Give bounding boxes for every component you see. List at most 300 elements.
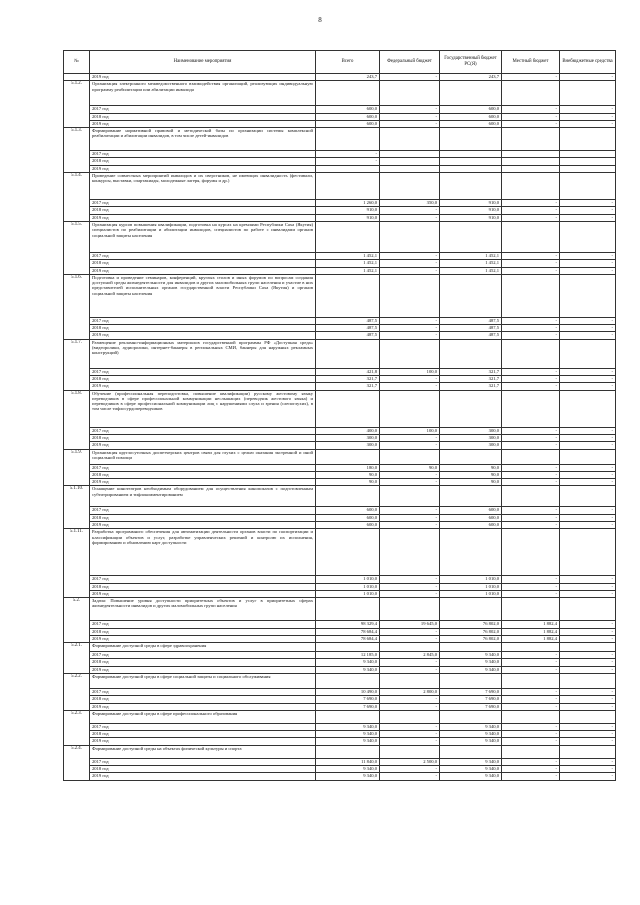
measure-row bbox=[64, 643, 616, 652]
empty-cell bbox=[316, 643, 380, 652]
value-extra: - bbox=[560, 766, 616, 773]
value-extra: - bbox=[560, 507, 616, 514]
value-federal: - bbox=[380, 703, 440, 710]
year-label: 2017 год bbox=[90, 464, 316, 471]
year-label: 2019 год bbox=[90, 773, 316, 780]
empty-cell bbox=[380, 173, 440, 200]
value-total: 910,0 bbox=[316, 214, 380, 221]
value-federal: - bbox=[380, 522, 440, 529]
measure-name: Формирование нормативной правовой и методической базы по организации системы комплексной реабилитации и абилитации инвалидов, в том числе детей-инвалидов bbox=[90, 128, 316, 151]
year-row bbox=[64, 74, 616, 81]
value-state: 600,0 bbox=[440, 507, 502, 514]
value-total: 321,7 bbox=[316, 376, 380, 383]
value-state: 300,0 bbox=[440, 427, 502, 434]
col-name-header: Наименование мероприятия bbox=[90, 51, 316, 74]
measure-name: Размещение рекламно-информационных материалов государственной программы РФ «Доступная среда» (видеоролики, аудиоролики, интернет-баннеры в региональных СМИ, баннеры для наружных рекламных конструкций) bbox=[90, 339, 316, 368]
value-local: 1 882,4 bbox=[502, 635, 560, 642]
empty-cell bbox=[440, 339, 502, 368]
value-state: 1 452,1 bbox=[440, 267, 502, 274]
year-label: 2019 год bbox=[90, 74, 316, 81]
value-local: - bbox=[502, 766, 560, 773]
empty-cell bbox=[560, 274, 616, 317]
value-extra: - bbox=[560, 635, 616, 642]
value-local: - bbox=[502, 652, 560, 659]
value-local: - bbox=[502, 471, 560, 478]
year-label: 2017 год bbox=[90, 723, 316, 730]
year-label: 2017 год bbox=[90, 151, 316, 158]
value-federal: 2 800,0 bbox=[380, 688, 440, 695]
measure-row bbox=[64, 529, 616, 576]
measure-row bbox=[64, 598, 616, 621]
empty-cell bbox=[64, 74, 90, 81]
value-state: 9 340,0 bbox=[440, 758, 502, 765]
empty-cell bbox=[316, 128, 380, 151]
value-extra: - bbox=[560, 514, 616, 521]
value-extra: - bbox=[560, 332, 616, 339]
value-extra: - bbox=[560, 522, 616, 529]
measure-name: Формирование доступной среды в сфере социальной защиты и социального обслуживания bbox=[90, 673, 316, 688]
value-federal: - bbox=[380, 214, 440, 221]
year-label: 2018 год bbox=[90, 583, 316, 590]
empty-cell bbox=[440, 598, 502, 621]
value-local: - bbox=[502, 576, 560, 583]
year-row bbox=[64, 696, 616, 703]
measure-number: 5.1.10. bbox=[64, 486, 90, 529]
value-local: - bbox=[502, 120, 560, 127]
measure-number: 5.2.3. bbox=[64, 710, 90, 745]
measure-name: Формирование доступной среды в сфере профессионального образования bbox=[90, 710, 316, 723]
value-total: 600,0 bbox=[316, 514, 380, 521]
value-local: - bbox=[502, 723, 560, 730]
value-total: 9 340,0 bbox=[316, 723, 380, 730]
budget-table bbox=[63, 50, 616, 781]
measure-row bbox=[64, 81, 616, 106]
empty-cell bbox=[560, 486, 616, 507]
value-federal: - bbox=[380, 635, 440, 642]
year-row bbox=[64, 120, 616, 127]
value-extra: - bbox=[560, 113, 616, 120]
empty-cell bbox=[440, 81, 502, 106]
value-total: 421,8 bbox=[316, 368, 380, 375]
year-label: 2018 год bbox=[90, 113, 316, 120]
value-federal: - bbox=[380, 383, 440, 390]
value-state: 321,7 bbox=[440, 368, 502, 375]
value-federal: 90,0 bbox=[380, 464, 440, 471]
value-state: 300,0 bbox=[440, 442, 502, 449]
empty-cell bbox=[502, 449, 560, 464]
value-state: 487,5 bbox=[440, 325, 502, 332]
value-local: - bbox=[502, 590, 560, 597]
empty-cell bbox=[316, 339, 380, 368]
value-extra: - bbox=[560, 773, 616, 780]
empty-cell bbox=[316, 390, 380, 427]
col-federal-header: Федеральный бюджет bbox=[380, 51, 440, 74]
value-federal: 19 645,0 bbox=[380, 621, 440, 628]
year-label: 2018 год bbox=[90, 158, 316, 165]
year-label: 2019 год bbox=[90, 738, 316, 745]
value-state bbox=[440, 158, 502, 165]
value-local: - bbox=[502, 442, 560, 449]
year-row bbox=[64, 151, 616, 158]
value-extra: - bbox=[560, 325, 616, 332]
value-federal: - bbox=[380, 666, 440, 673]
year-label: 2017 год bbox=[90, 427, 316, 434]
value-local: - bbox=[502, 427, 560, 434]
value-federal: - bbox=[380, 628, 440, 635]
year-label: 2018 год bbox=[90, 471, 316, 478]
value-state: 910,0 bbox=[440, 214, 502, 221]
measure-number: 5.2.2. bbox=[64, 673, 90, 710]
empty-cell bbox=[316, 673, 380, 688]
measure-row bbox=[64, 449, 616, 464]
empty-cell bbox=[560, 643, 616, 652]
value-extra: - bbox=[560, 106, 616, 113]
year-row bbox=[64, 252, 616, 259]
value-extra: - bbox=[560, 214, 616, 221]
empty-cell bbox=[440, 449, 502, 464]
value-extra: - bbox=[560, 628, 616, 635]
year-label: 2019 год bbox=[90, 383, 316, 390]
value-total: 1 452,1 bbox=[316, 267, 380, 274]
year-row bbox=[64, 383, 616, 390]
year-label: 2019 год bbox=[90, 635, 316, 642]
value-state: 76 802,0 bbox=[440, 621, 502, 628]
year-row bbox=[64, 635, 616, 642]
value-federal: - bbox=[380, 731, 440, 738]
empty-cell bbox=[316, 529, 380, 576]
year-label: 2017 год bbox=[90, 621, 316, 628]
year-label: 2018 год bbox=[90, 628, 316, 635]
value-state: 90,0 bbox=[440, 464, 502, 471]
value-total: 12 185,0 bbox=[316, 652, 380, 659]
value-extra: - bbox=[560, 731, 616, 738]
year-row bbox=[64, 165, 616, 172]
value-local: - bbox=[502, 267, 560, 274]
year-label: 2018 год bbox=[90, 260, 316, 267]
year-row bbox=[64, 332, 616, 339]
year-row bbox=[64, 703, 616, 710]
value-extra bbox=[560, 158, 616, 165]
year-label: 2018 год bbox=[90, 325, 316, 332]
value-total: 90,0 bbox=[316, 479, 380, 486]
year-label: 2018 год bbox=[90, 376, 316, 383]
value-federal: - bbox=[380, 479, 440, 486]
year-label: 2018 год bbox=[90, 766, 316, 773]
value-extra: - bbox=[560, 120, 616, 127]
value-federal: - bbox=[380, 471, 440, 478]
empty-cell bbox=[502, 81, 560, 106]
value-local bbox=[502, 165, 560, 172]
year-label: 2017 год bbox=[90, 758, 316, 765]
value-federal: - bbox=[380, 723, 440, 730]
empty-cell bbox=[502, 643, 560, 652]
value-state: 600,0 bbox=[440, 522, 502, 529]
empty-cell bbox=[440, 486, 502, 507]
value-extra: - bbox=[560, 252, 616, 259]
value-state: 9 340,0 bbox=[440, 659, 502, 666]
empty-cell bbox=[560, 339, 616, 368]
value-total: 10 490,0 bbox=[316, 688, 380, 695]
value-extra: - bbox=[560, 74, 616, 81]
empty-cell bbox=[316, 81, 380, 106]
value-federal: - bbox=[380, 583, 440, 590]
value-local: - bbox=[502, 325, 560, 332]
measure-number: 5.1.8. bbox=[64, 390, 90, 449]
year-label: 2017 год bbox=[90, 507, 316, 514]
value-federal: - bbox=[380, 576, 440, 583]
value-federal: 2 845,0 bbox=[380, 652, 440, 659]
value-state: 90,0 bbox=[440, 471, 502, 478]
value-extra: - bbox=[560, 464, 616, 471]
value-total: 600,0 bbox=[316, 120, 380, 127]
empty-cell bbox=[380, 710, 440, 723]
year-label: 2018 год bbox=[90, 434, 316, 441]
empty-cell bbox=[440, 710, 502, 723]
year-row bbox=[64, 106, 616, 113]
value-extra: - bbox=[560, 703, 616, 710]
value-federal: - bbox=[380, 659, 440, 666]
empty-cell bbox=[440, 745, 502, 758]
year-row bbox=[64, 207, 616, 214]
year-row bbox=[64, 652, 616, 659]
year-label: 2019 год bbox=[90, 214, 316, 221]
year-label: 2019 год bbox=[90, 442, 316, 449]
value-total: - bbox=[316, 158, 380, 165]
empty-cell bbox=[502, 598, 560, 621]
value-federal: - bbox=[380, 260, 440, 267]
empty-cell bbox=[502, 486, 560, 507]
empty-cell bbox=[560, 529, 616, 576]
value-total: 1 452,1 bbox=[316, 252, 380, 259]
value-local: - bbox=[502, 666, 560, 673]
value-state: 487,5 bbox=[440, 317, 502, 324]
value-local: - bbox=[502, 383, 560, 390]
empty-cell bbox=[502, 173, 560, 200]
year-row bbox=[64, 766, 616, 773]
year-row bbox=[64, 214, 616, 221]
empty-cell bbox=[560, 81, 616, 106]
year-row bbox=[64, 590, 616, 597]
value-total: 487,5 bbox=[316, 332, 380, 339]
empty-cell bbox=[560, 745, 616, 758]
measure-row bbox=[64, 173, 616, 200]
value-extra: - bbox=[560, 576, 616, 583]
year-label: 2019 год bbox=[90, 120, 316, 127]
empty-cell bbox=[440, 390, 502, 427]
value-federal: - bbox=[380, 332, 440, 339]
measure-number: 5.1.11. bbox=[64, 529, 90, 598]
value-total: 600,0 bbox=[316, 106, 380, 113]
value-local: - bbox=[502, 368, 560, 375]
value-federal: - bbox=[380, 106, 440, 113]
year-row bbox=[64, 434, 616, 441]
value-federal: - bbox=[380, 434, 440, 441]
measure-row bbox=[64, 710, 616, 723]
empty-cell bbox=[440, 529, 502, 576]
value-total: 7 690,0 bbox=[316, 703, 380, 710]
measure-name: Подготовка и проведение семинаров, конференций, круглых столов и иных форумов по вопросам создания доступной среды жизнедеятельности для инвалидов и других маломобильных групп населения и участие в них представителей исполнительных органов государственной власти Республики Саха (Якутия) и органов социальной защиты населения bbox=[90, 274, 316, 317]
empty-cell bbox=[502, 390, 560, 427]
empty-cell bbox=[380, 449, 440, 464]
year-row bbox=[64, 773, 616, 780]
value-federal: - bbox=[380, 267, 440, 274]
measure-number: 5.1.3. bbox=[64, 128, 90, 173]
value-federal: - bbox=[380, 773, 440, 780]
value-extra: - bbox=[560, 368, 616, 375]
value-extra: - bbox=[560, 666, 616, 673]
year-label: 2018 год bbox=[90, 659, 316, 666]
value-local: - bbox=[502, 200, 560, 207]
empty-cell bbox=[440, 221, 502, 252]
value-extra: - bbox=[560, 317, 616, 324]
empty-cell bbox=[380, 486, 440, 507]
value-state: 300,0 bbox=[440, 434, 502, 441]
value-local: - bbox=[502, 758, 560, 765]
year-label: 2017 год bbox=[90, 106, 316, 113]
value-state: 9 340,0 bbox=[440, 766, 502, 773]
empty-cell bbox=[560, 221, 616, 252]
value-total: 1 452,1 bbox=[316, 260, 380, 267]
empty-cell bbox=[560, 673, 616, 688]
value-local: - bbox=[502, 773, 560, 780]
value-total: 400,0 bbox=[316, 427, 380, 434]
year-label: 2019 год bbox=[90, 703, 316, 710]
value-state: 9 340,0 bbox=[440, 723, 502, 730]
value-total: 600,0 bbox=[316, 522, 380, 529]
value-state: 1 452,1 bbox=[440, 252, 502, 259]
value-extra: - bbox=[560, 688, 616, 695]
value-state: 90,0 bbox=[440, 479, 502, 486]
measure-number: 5.1.9. bbox=[64, 449, 90, 486]
value-federal: - bbox=[380, 325, 440, 332]
empty-cell bbox=[502, 710, 560, 723]
empty-cell bbox=[316, 598, 380, 621]
value-extra: - bbox=[560, 376, 616, 383]
year-row bbox=[64, 731, 616, 738]
value-federal: 100,0 bbox=[380, 368, 440, 375]
value-state: 910,0 bbox=[440, 207, 502, 214]
value-state: 76 802,0 bbox=[440, 628, 502, 635]
value-state: 9 340,0 bbox=[440, 773, 502, 780]
empty-cell bbox=[560, 449, 616, 464]
empty-cell bbox=[502, 745, 560, 758]
year-row bbox=[64, 688, 616, 695]
year-row bbox=[64, 758, 616, 765]
year-row bbox=[64, 471, 616, 478]
year-row bbox=[64, 659, 616, 666]
year-label: 2019 год bbox=[90, 479, 316, 486]
empty-cell bbox=[502, 274, 560, 317]
value-extra: - bbox=[560, 383, 616, 390]
empty-cell bbox=[380, 643, 440, 652]
measure-name: Разработка программного обеспечения для автоматизации деятельности органов власти по паспортизации и классификации объектов и услуг, разработке управленческих решений и контролю их исполнения, формированию и обновлению карт доступности bbox=[90, 529, 316, 576]
empty-cell bbox=[502, 339, 560, 368]
value-state: 487,5 bbox=[440, 332, 502, 339]
year-row bbox=[64, 427, 616, 434]
value-total: 9 340,0 bbox=[316, 738, 380, 745]
value-state: 910,0 bbox=[440, 200, 502, 207]
value-local: - bbox=[502, 113, 560, 120]
year-row bbox=[64, 621, 616, 628]
empty-cell bbox=[502, 128, 560, 151]
value-state: 1 010,0 bbox=[440, 590, 502, 597]
year-label: 2017 год bbox=[90, 200, 316, 207]
year-row bbox=[64, 628, 616, 635]
value-local: - bbox=[502, 260, 560, 267]
value-total: 1 010,0 bbox=[316, 590, 380, 597]
empty-cell bbox=[440, 274, 502, 317]
year-label: 2017 год bbox=[90, 688, 316, 695]
value-federal: - bbox=[380, 442, 440, 449]
year-label: 2017 год bbox=[90, 368, 316, 375]
empty-cell bbox=[440, 643, 502, 652]
value-federal: - bbox=[380, 120, 440, 127]
empty-cell bbox=[316, 486, 380, 507]
measure-name: Формирование доступной среды на объектах физической культуры и спорта bbox=[90, 745, 316, 758]
year-row bbox=[64, 267, 616, 274]
year-label: 2019 год bbox=[90, 666, 316, 673]
empty-cell bbox=[380, 81, 440, 106]
value-total: 98 329,4 bbox=[316, 621, 380, 628]
empty-cell bbox=[502, 529, 560, 576]
value-total: 487,5 bbox=[316, 317, 380, 324]
value-state: 9 340,0 bbox=[440, 652, 502, 659]
value-total: 487,5 bbox=[316, 325, 380, 332]
measure-row bbox=[64, 128, 616, 151]
value-local: - bbox=[502, 332, 560, 339]
measure-row bbox=[64, 221, 616, 252]
year-row bbox=[64, 479, 616, 486]
empty-cell bbox=[502, 221, 560, 252]
value-federal: - bbox=[380, 590, 440, 597]
value-state: 9 340,0 bbox=[440, 666, 502, 673]
measure-row bbox=[64, 274, 616, 317]
value-state: 76 802,0 bbox=[440, 635, 502, 642]
value-state: 600,0 bbox=[440, 106, 502, 113]
year-row bbox=[64, 368, 616, 375]
value-extra: - bbox=[560, 479, 616, 486]
empty-cell bbox=[560, 710, 616, 723]
year-label: 2018 год bbox=[90, 207, 316, 214]
value-extra: - bbox=[560, 200, 616, 207]
measure-number: 5.2.1. bbox=[64, 643, 90, 674]
value-state: 7 690,0 bbox=[440, 688, 502, 695]
value-federal: 350,0 bbox=[380, 200, 440, 207]
empty-cell bbox=[380, 598, 440, 621]
value-state: 1 452,1 bbox=[440, 260, 502, 267]
value-total: 1 010,0 bbox=[316, 576, 380, 583]
value-local: - bbox=[502, 317, 560, 324]
empty-cell bbox=[380, 339, 440, 368]
year-row bbox=[64, 738, 616, 745]
empty-cell bbox=[380, 745, 440, 758]
value-federal: 2 500,0 bbox=[380, 758, 440, 765]
value-total: 300,0 bbox=[316, 434, 380, 441]
value-local: - bbox=[502, 207, 560, 214]
value-federal bbox=[380, 158, 440, 165]
value-federal bbox=[380, 151, 440, 158]
year-label: 2017 год bbox=[90, 652, 316, 659]
measure-name: Проведение совместных мероприятий инвалидов и их сверстников, не имеющих инвалидность (фестивали, конкурсы, выставки, спартакиады, молодежные лагеря, форумы и др.) bbox=[90, 173, 316, 200]
empty-cell bbox=[560, 128, 616, 151]
value-federal: - bbox=[380, 317, 440, 324]
value-total: 600,0 bbox=[316, 113, 380, 120]
empty-cell bbox=[560, 390, 616, 427]
value-federal: - bbox=[380, 207, 440, 214]
year-label: 2017 год bbox=[90, 576, 316, 583]
value-local: 1 882,4 bbox=[502, 621, 560, 628]
value-extra: - bbox=[560, 738, 616, 745]
